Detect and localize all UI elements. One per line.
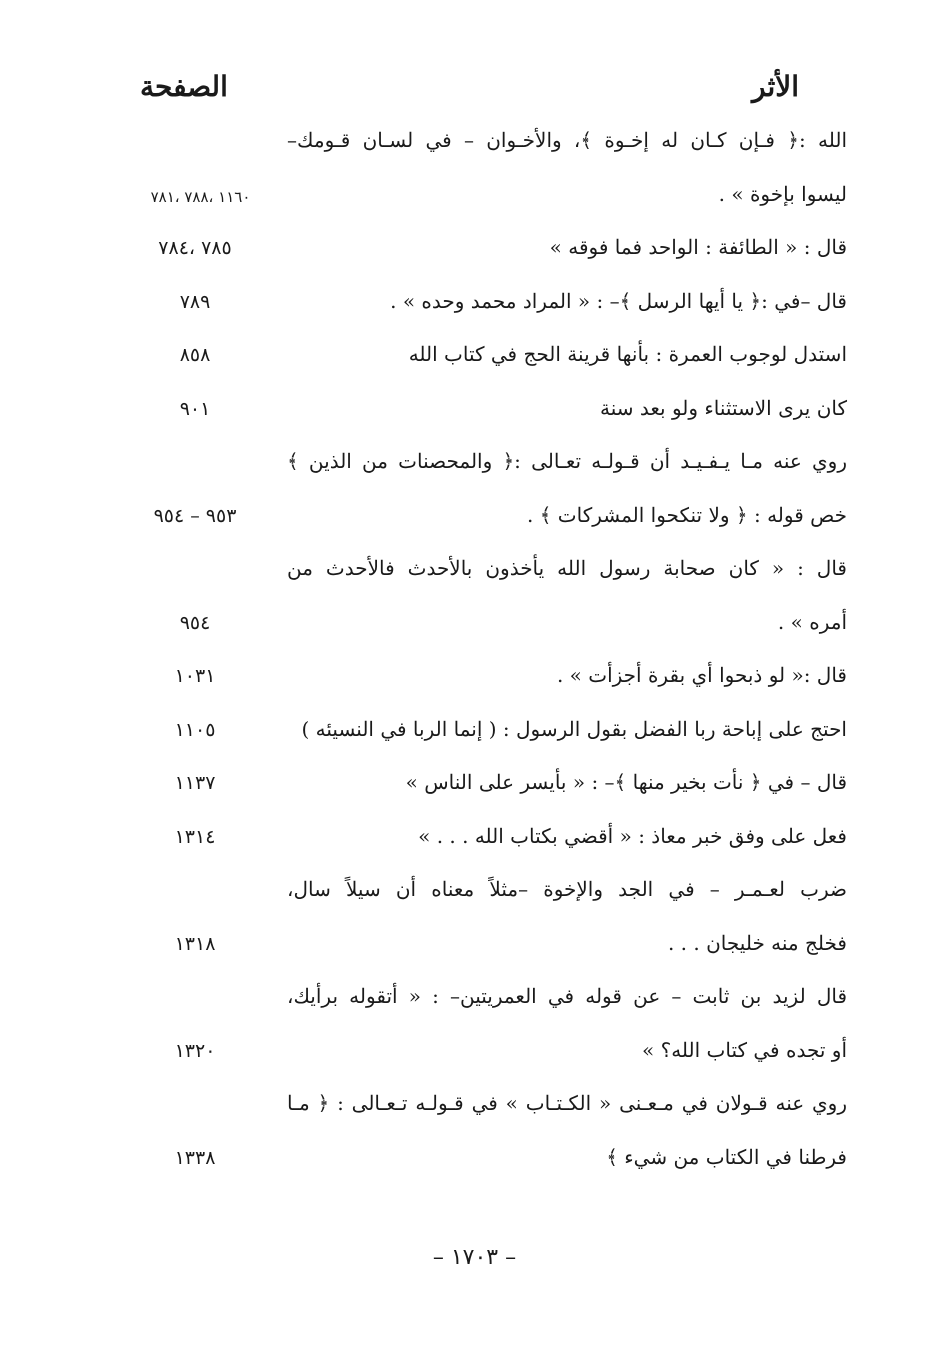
page-ref: ٩٥٤ [179,611,211,634]
page-ref: ١٣٣٨ [174,1146,216,1169]
athar-text: فرطنا في الكتاب من شيء ﴾ [606,1144,847,1169]
list-item [0,332,949,386]
athar-text: كان يرى الاستثناء ولو بعد سنة [600,395,847,420]
list-item [0,118,949,172]
page-ref: ٩٠١ [179,397,211,420]
athar-text: قال :« لو ذبحوا أي بقرة أجزأت » . [556,663,847,687]
list-item [0,707,949,761]
list-item [0,600,949,654]
athar-text: قال لزيد بن ثابت – عن قوله في العمريتين– : « أتقوله برأيك، [287,984,847,1008]
list-item [0,546,949,600]
athar-text: روي عنه مـا يـفـيـد أن قـولـه تعـالى :﴿ والمحصنات من الذين ﴾ [287,449,847,473]
list-item [0,1081,949,1135]
athar-text: ضرب لعـمـر – في الجد والإخوة –مثلاً معناه أن سيلاً سال، [287,877,847,901]
list-item [0,439,949,493]
page-ref: ٧٨٥ ،٧٨٤ [158,237,232,259]
table-header [130,70,799,114]
page-ref: ١١٠٥ [174,718,216,741]
list-item [0,279,949,333]
athar-text: قال –في :﴿ يا أيها الرسل ﴾– : « المراد محمد وحده » . [390,288,847,313]
column-header-athar: الأثر [752,70,799,103]
athar-text: أمره » . [777,609,847,634]
page-ref: ١٣١٨ [174,932,216,955]
athar-text: فعل على وفق خبر معاذ : « أقضي بكتاب الله . . . » [418,823,847,848]
list-item [0,760,949,814]
athar-text: ليسوا بإخوة » . [718,181,847,206]
page-ref: ٧٨٩ [179,290,211,313]
list-item [0,653,949,707]
page-ref: ١٣١٤ [174,825,216,848]
page-ref: ١٣٢٠ [174,1039,216,1062]
list-item [0,1135,949,1189]
column-header-page: الصفحة [140,70,228,103]
athar-text: احتج على إباحة ربا الفضل بقول الرسول : ( إنما الربا في النسيئه ) [301,716,847,741]
athar-text: قال : « الطائفة : الواحد فما فوقه » [549,235,847,259]
page-ref: ٩٥٣ – ٩٥٤ [153,504,237,527]
page-ref: ١١٣٧ [174,772,216,794]
page-ref: ٨٥٨ [179,344,211,366]
list-item [0,386,949,440]
page-ref: ١٠٣١ [174,665,216,687]
athar-text: قال – في ﴿ نأت بخير منها ﴾– : « بأيسر على الناس » [405,770,847,794]
athar-text: خص قوله : ﴿ ولا تنكحوا المشركات ﴾ . [526,502,847,527]
athar-text: فخلج منه خليجان . . . [667,930,847,955]
athar-text: روي عنه قـولان في مـعـنى « الكـتـاب » في قـولـه تـعـالى : ﴿ مـا [287,1091,847,1115]
athar-text: الله :﴿ فـإن كـان له إخـوة ﴾، والأخـوان – في لسـان قـومك– [287,128,847,152]
athar-text: استدل لوجوب العمرة : بأنها قرينة الحج في كتاب الله [408,342,847,366]
page-ref: ١١٦٠ ،٧٨٨ ،٧٨١ [150,187,251,206]
list-item [0,172,949,226]
list-item [0,1028,949,1082]
athar-text: أو تجده في كتاب الله؟ » [641,1037,847,1062]
list-item [0,225,949,279]
index-list [0,118,949,1188]
list-item [0,921,949,975]
list-item [0,867,949,921]
page-number: – ١٧٠٣ – [432,1245,517,1270]
list-item [0,493,949,547]
athar-text: قال : « كان صحابة رسول الله يأخذون بالأحدث فالأحدث من [287,556,847,580]
list-item [0,814,949,868]
list-item [0,974,949,1028]
